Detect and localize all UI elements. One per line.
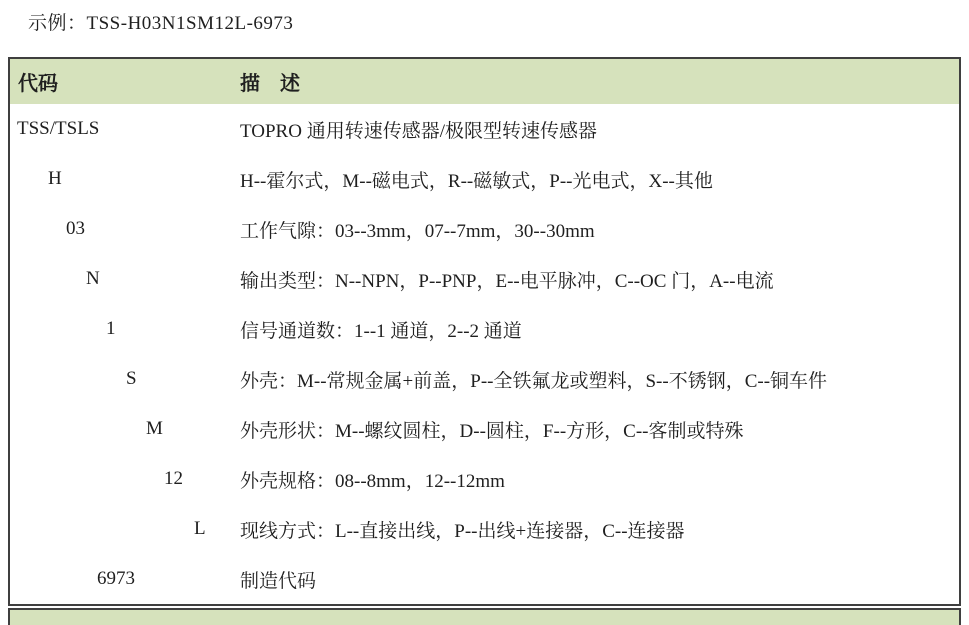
description-cell: 输出类型：N--NPN，P--PNP，E--电平脉冲，C--OC 门，A--电流 — [240, 270, 774, 292]
table-row — [10, 204, 959, 254]
description-cell: 外壳规格：08--8mm，12--12mm — [240, 470, 505, 492]
next-section-header-strip — [8, 608, 961, 625]
description-cell: 外壳形状：M--螺纹圆柱，D--圆柱，F--方形，C--客制或特殊 — [240, 420, 744, 442]
table-row — [10, 404, 959, 454]
header-code: 代码 — [18, 73, 58, 95]
code-cell: N — [86, 268, 100, 289]
table-row — [10, 104, 959, 154]
code-cell: 1 — [106, 318, 116, 339]
code-cell: 03 — [66, 218, 85, 239]
description-cell: H--霍尔式，M--磁电式，R--磁敏式，P--光电式，X--其他 — [240, 170, 713, 192]
description-cell: TOPRO 通用转速传感器/极限型转速传感器 — [240, 120, 597, 142]
header-description: 描 述 — [240, 73, 300, 95]
example-code-line: 示例：TSS-H03N1SM12L-6973 — [28, 13, 294, 34]
code-cell: S — [126, 368, 137, 389]
code-cell: 12 — [164, 468, 183, 489]
table-row — [10, 554, 959, 604]
table-row — [10, 254, 959, 304]
description-cell: 现线方式：L--直接出线，P--出线+连接器，C--连接器 — [240, 520, 685, 542]
table-row — [10, 504, 959, 554]
description-cell: 外壳：M--常规金属+前盖，P--全铁氟龙或塑料，S--不锈钢，C--铜车件 — [240, 370, 828, 392]
code-cell: M — [146, 418, 163, 439]
code-description-table — [8, 57, 961, 606]
description-cell: 信号通道数：1--1 通道，2--2 通道 — [240, 320, 522, 342]
code-cell: H — [48, 168, 62, 189]
code-cell: L — [194, 518, 206, 539]
code-cell: TSS/TSLS — [17, 118, 100, 139]
code-cell: 6973 — [97, 568, 135, 589]
table-row — [10, 154, 959, 204]
table-row — [10, 304, 959, 354]
table-body — [10, 104, 959, 604]
table-row — [10, 354, 959, 404]
table-row — [10, 454, 959, 504]
description-cell: 工作气隙：03--3mm，07--7mm，30--30mm — [240, 220, 595, 242]
description-cell: 制造代码 — [240, 570, 317, 592]
table-header-row — [10, 59, 959, 104]
